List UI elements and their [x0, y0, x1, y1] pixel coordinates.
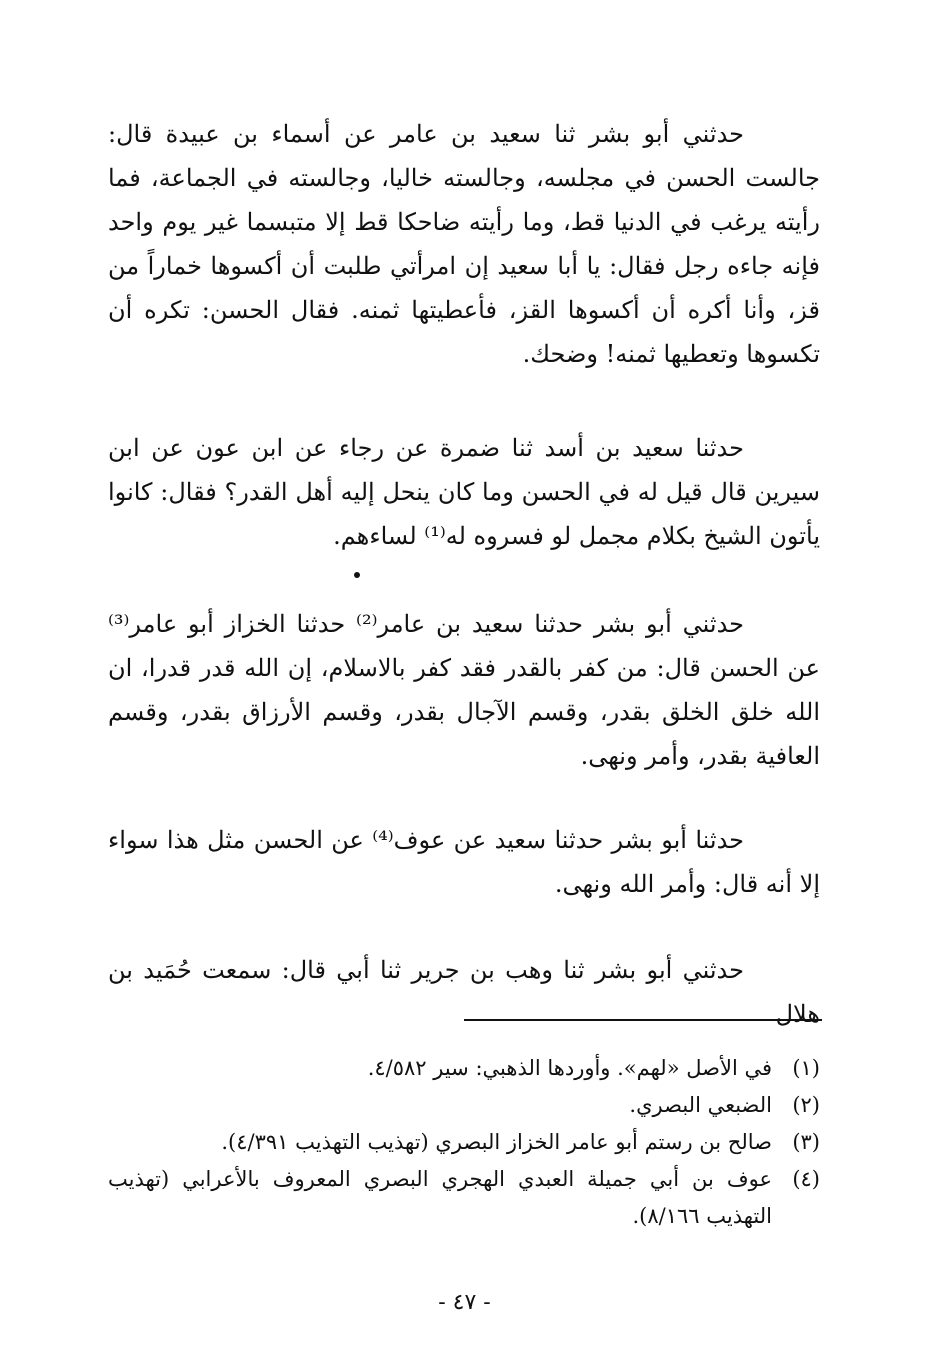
paragraph — [108, 818, 820, 906]
footnote — [108, 1161, 820, 1235]
footnotes — [108, 1050, 820, 1235]
paragraph-text: حدثني أبو بشر ثنا سعيد بن عامر عن أسماء بن عبيدة قال: جالست الحسن في مجلسه، وجالسته خاليا، وجالسته في الجماعة، فما رأيته يرغب في الدنيا قط، وما رأيته ضاحكا قط إلا متبسما غير يوم واحد فإنه جاءه رجل فقال: يا أبا سعيد إن امرأتي طلبت أن أكسوها خماراً من قز، وأنا أكره أن أكسوها القز، فأعطيتها ثمنه. فقال الحسن: تكره أن تكسوها وتعطيها ثمنه! وضحك. — [108, 120, 820, 368]
footnote-divider — [464, 1019, 822, 1021]
footnote-text: صالح بن رستم أبو عامر الخزاز البصري (تهذيب التهذيب ٤/٣٩١). — [221, 1130, 772, 1154]
paragraph — [108, 948, 820, 1036]
page-number: - ٤٧ - — [438, 1290, 491, 1315]
footnote-text: الضبعي البصري. — [629, 1093, 772, 1117]
footnote — [108, 1050, 820, 1087]
paragraph-text: حدثنا سعيد بن أسد ثنا ضمرة عن رجاء عن ابن عون عن ابن سيرين قال قيل له في الحسن وما كان ينحل إليه أهل القدر؟ فقال: كانوا يأتون الشيخ بكلام مجمل لو فسروه له⁽¹⁾ لساءهم. — [108, 434, 820, 550]
footnote-number: (٣) — [792, 1130, 820, 1154]
paragraph — [108, 112, 820, 376]
paragraph-text: حدثني أبو بشر حدثنا سعيد بن عامر⁽²⁾ حدثنا الخزاز أبو عامر⁽³⁾ عن الحسن قال: من كفر بالقدر فقد كفر بالاسلام، إن الله قدر قدرا، ان الله خلق الخلق بقدر، وقسم الآجال بقدر، وقسم الأرزاق بقدر، وقسم العافية بقدر، وأمر ونهى. — [108, 610, 820, 770]
footnote — [108, 1087, 820, 1124]
paragraph — [108, 602, 820, 778]
ink-dot — [354, 572, 360, 578]
paragraph-text: حدثني أبو بشر ثنا وهب بن جرير ثنا أبي قال: سمعت حُمَيد بن هلال — [108, 956, 820, 1028]
footnote-number: (١) — [792, 1056, 820, 1080]
footnote-number: (٤) — [792, 1167, 820, 1191]
footnote-text: في الأصل «لهم». وأوردها الذهبي: سير ٤/٥٨٢. — [367, 1056, 772, 1080]
footnote-text: عوف بن أبي جميلة العبدي الهجري البصري المعروف بالأعرابي (تهذيب التهذيب ٨/١٦٦). — [108, 1167, 772, 1228]
footnote — [108, 1124, 820, 1161]
paragraph — [108, 426, 820, 558]
footnote-number: (٢) — [792, 1093, 820, 1117]
paragraph-text: حدثنا أبو بشر حدثنا سعيد عن عوف⁽⁴⁾ عن الحسن مثل هذا سواء إلا أنه قال: وأمر الله ونهى. — [108, 826, 820, 898]
